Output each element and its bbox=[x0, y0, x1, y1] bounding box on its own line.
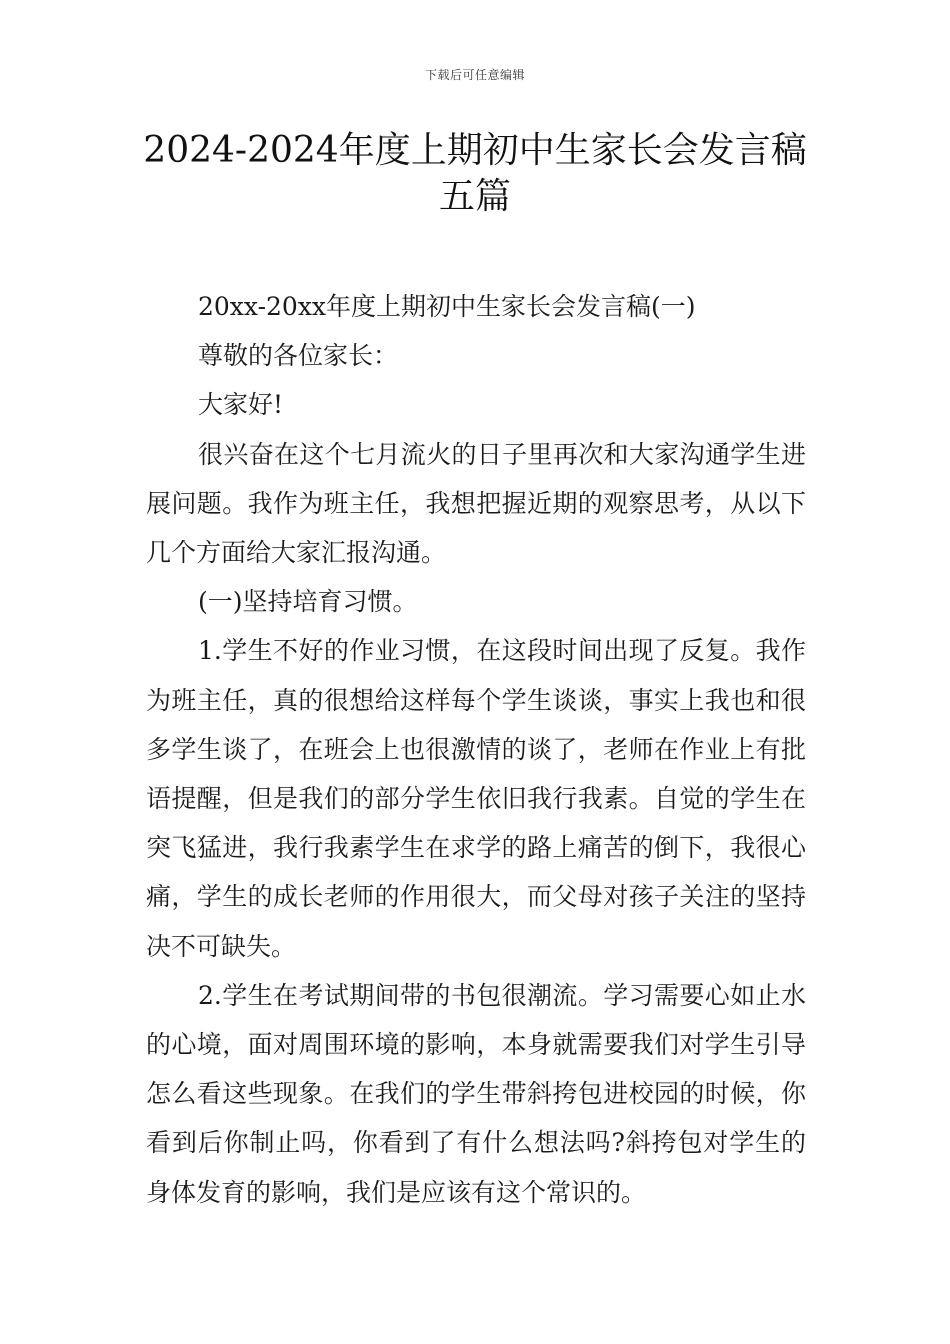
paragraph-intro: 很兴奋在这个七月流火的日子里再次和大家沟通学生进展问题。我作为班主任，我想把握近期的观察思考，从以下几个方面给大家汇报沟通。 bbox=[146, 439, 806, 568]
paragraph-salutation: 尊敬的各位家长： bbox=[198, 341, 399, 371]
paragraph-subtitle: 20xx-20xx年度上期初中生家长会发言稿(一) bbox=[198, 292, 696, 321]
document-title: 2024-2024年度上期初中生家长会发言稿五篇 bbox=[143, 130, 807, 217]
header-note: 下载后可任意编辑 bbox=[424, 68, 525, 82]
paragraph-section-heading: (一)坚持培育习惯。 bbox=[198, 587, 418, 617]
document-body bbox=[146, 282, 806, 1217]
paragraph-greeting: 大家好! bbox=[198, 390, 284, 420]
paragraph-point-1: 1.学生不好的作业习惯，在这段时间出现了反复。我作为班主任，真的很想给这样每个学生谈谈，事实上我也和很多学生谈了，在班会上也很激情的谈了，老师在作业上有批语提醒，但是我们的部分学生依旧我行我素。自觉的学生在突飞猛进，我行我素学生在求学的路上痛苦的倒下，我很心痛，学生的成长老师的作用很大，而父母对孩子关注的坚持决不可缺失。 bbox=[146, 636, 806, 961]
paragraph-point-2: 2.学生在考试期间带的书包很潮流。学习需要心如止水的心境，面对周围环境的影响，本身就需要我们对学生引导怎么看这些现象。在我们的学生带斜挎包进校园的时候，你看到后你制止吗，你看到了有什么想法吗?斜挎包对学生的身体发育的影响，我们是应该有这个常识的。 bbox=[146, 980, 806, 1207]
